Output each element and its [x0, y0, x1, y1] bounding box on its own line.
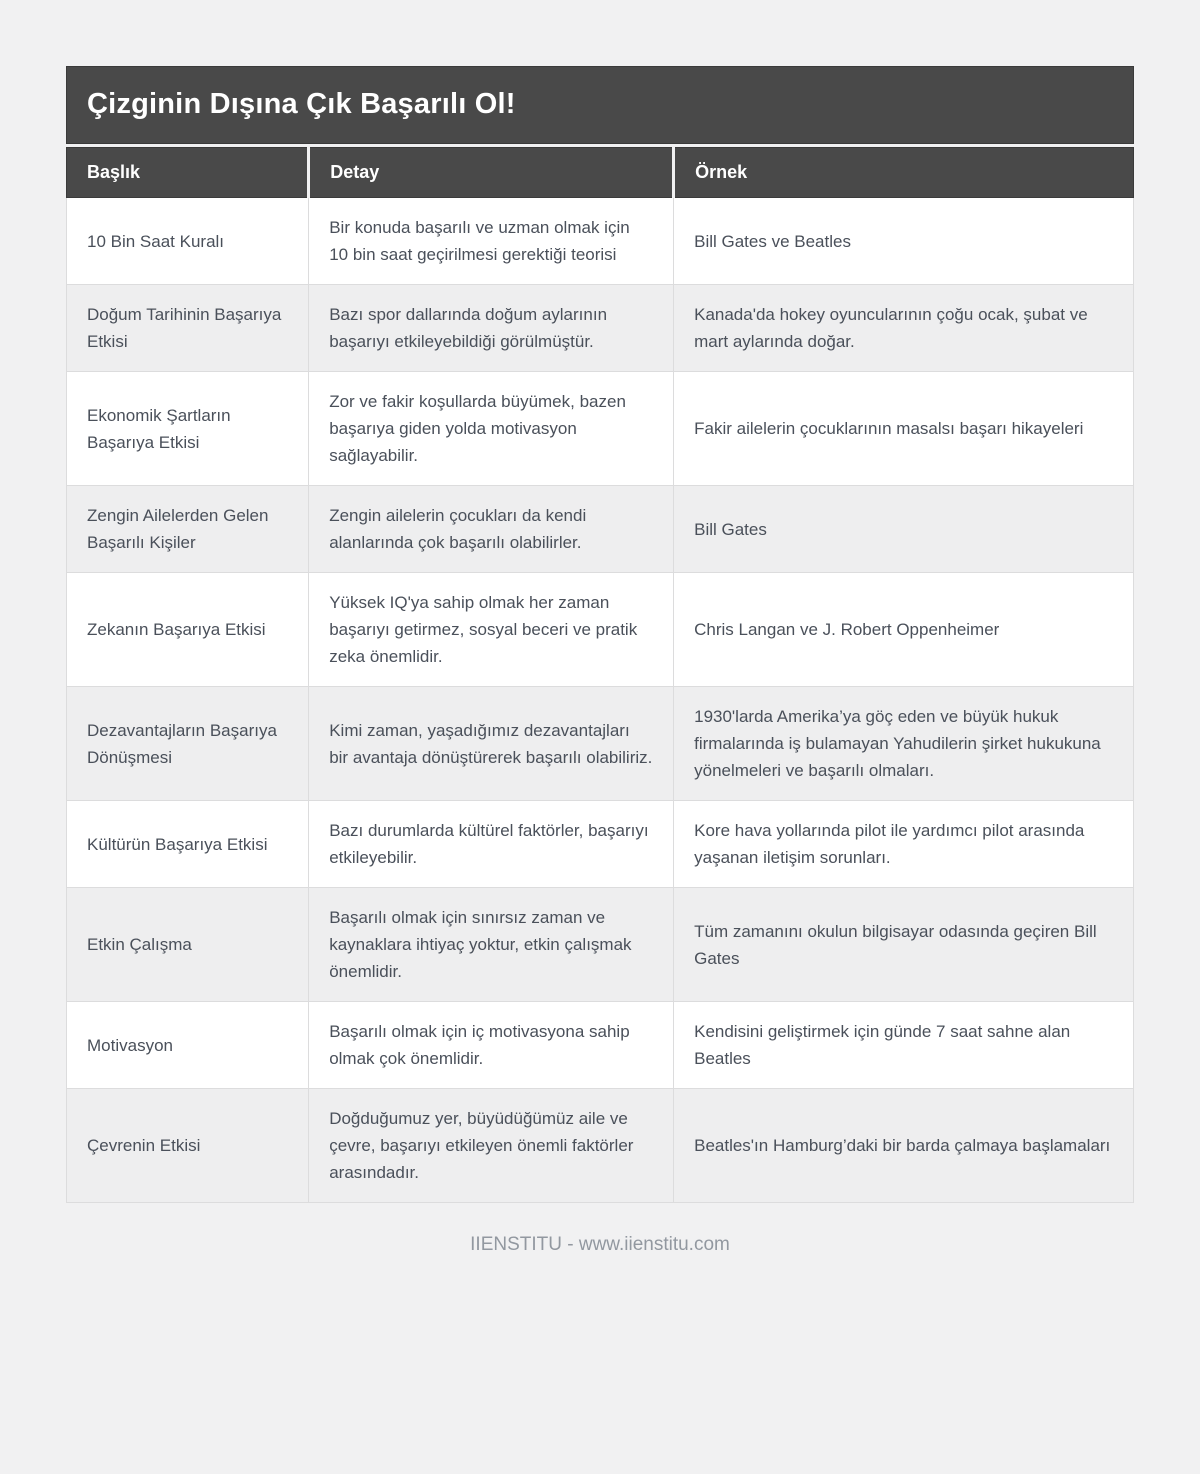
row-detail-cell: Bazı spor dallarında doğum aylarının başarıyı etkileyebildiği görülmüştür. — [309, 285, 674, 372]
row-example-cell: Kanada'da hokey oyuncularının çoğu ocak, şubat ve mart aylarında doğar. — [674, 285, 1134, 372]
row-detail-cell: Kimi zaman, yaşadığımız dezavantajları bir avantaja dönüştürerek başarılı olabiliriz. — [309, 687, 674, 801]
row-title-cell: Zengin Ailelerden Gelen Başarılı Kişiler — [67, 486, 309, 573]
row-title-cell: Kültürün Başarıya Etkisi — [67, 801, 309, 888]
row-example-cell: Beatles'ın Hamburg’daki bir barda çalmaya başlamaları — [674, 1089, 1134, 1203]
table-row — [67, 198, 1134, 285]
row-detail-cell: Bir konuda başarılı ve uzman olmak için 10 bin saat geçirilmesi gerektiği teorisi — [309, 198, 674, 285]
table-row — [67, 285, 1134, 372]
content-table — [66, 147, 1134, 1203]
row-detail-cell: Zor ve fakir koşullarda büyümek, bazen başarıya giden yolda motivasyon sağlayabilir. — [309, 372, 674, 486]
row-example-cell: 1930'larda Amerika’ya göç eden ve büyük hukuk firmalarında iş bulamayan Yahudilerin şirket hukukuna yönelmeleri ve başarılı olmaları. — [674, 687, 1134, 801]
row-example-cell: Fakir ailelerin çocuklarının masalsı başarı hikayeleri — [674, 372, 1134, 486]
row-title-cell: Çevrenin Etkisi — [67, 1089, 309, 1203]
row-title-cell: Doğum Tarihinin Başarıya Etkisi — [67, 285, 309, 372]
row-example-cell: Tüm zamanını okulun bilgisayar odasında geçiren Bill Gates — [674, 888, 1134, 1002]
table-row — [67, 687, 1134, 801]
outliers-table-card — [66, 66, 1134, 1203]
table-row — [67, 888, 1134, 1002]
page-title: Çizginin Dışına Çık Başarılı Ol! — [66, 66, 1134, 144]
table-row — [67, 1002, 1134, 1089]
table-row — [67, 801, 1134, 888]
table-row — [67, 1089, 1134, 1203]
table-row — [67, 486, 1134, 573]
row-detail-cell: Başarılı olmak için sınırsız zaman ve kaynaklara ihtiyaç yoktur, etkin çalışmak önemlidir. — [309, 888, 674, 1002]
row-title-cell: 10 Bin Saat Kuralı — [67, 198, 309, 285]
row-title-cell: Zekanın Başarıya Etkisi — [67, 573, 309, 687]
row-title-cell: Ekonomik Şartların Başarıya Etkisi — [67, 372, 309, 486]
table-row — [67, 573, 1134, 687]
row-example-cell: Kendisini geliştirmek için günde 7 saat sahne alan Beatles — [674, 1002, 1134, 1089]
row-detail-cell: Doğduğumuz yer, büyüdüğümüz aile ve çevre, başarıyı etkileyen önemli faktörler arasındadır. — [309, 1089, 674, 1203]
row-example-cell: Kore hava yollarında pilot ile yardımcı pilot arasında yaşanan iletişim sorunları. — [674, 801, 1134, 888]
row-detail-cell: Zengin ailelerin çocukları da kendi alanlarında çok başarılı olabilirler. — [309, 486, 674, 573]
header-row — [67, 148, 1134, 198]
row-title-cell: Dezavantajların Başarıya Dönüşmesi — [67, 687, 309, 801]
row-title-cell: Etkin Çalışma — [67, 888, 309, 1002]
column-header-baslik: Başlık — [67, 148, 309, 198]
row-detail-cell: Yüksek IQ'ya sahip olmak her zaman başarıyı getirmez, sosyal beceri ve pratik zeka önemlidir. — [309, 573, 674, 687]
column-header-ornek: Örnek — [674, 148, 1134, 198]
table-row — [67, 372, 1134, 486]
row-example-cell: Bill Gates — [674, 486, 1134, 573]
row-example-cell: Bill Gates ve Beatles — [674, 198, 1134, 285]
column-header-detay: Detay — [309, 148, 674, 198]
row-detail-cell: Bazı durumlarda kültürel faktörler, başarıyı etkileyebilir. — [309, 801, 674, 888]
table-body — [67, 198, 1134, 1203]
row-title-cell: Motivasyon — [67, 1002, 309, 1089]
row-detail-cell: Başarılı olmak için iç motivasyona sahip olmak çok önemlidir. — [309, 1002, 674, 1089]
table-header — [67, 148, 1134, 198]
row-example-cell: Chris Langan ve J. Robert Oppenheimer — [674, 573, 1134, 687]
footer-credit: IIENSTITU - www.iienstitu.com — [470, 1234, 730, 1255]
